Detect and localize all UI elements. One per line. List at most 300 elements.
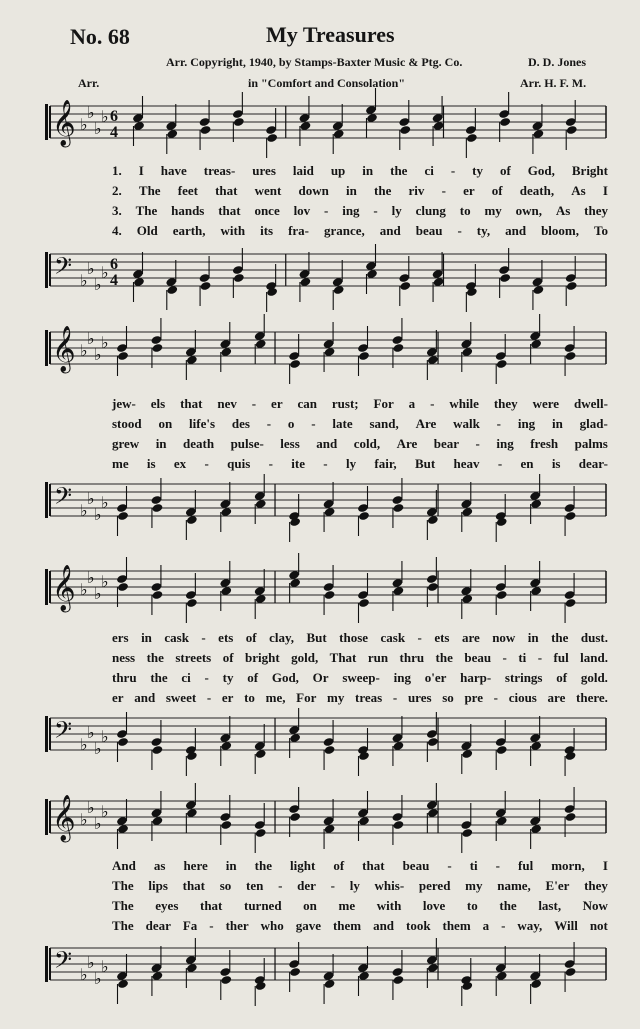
lyric-syllable: Are	[415, 416, 437, 431]
flat-sign-icon: ♭	[80, 810, 88, 829]
lyric-syllable: thru	[112, 670, 137, 685]
note-head	[461, 828, 473, 838]
note-head	[392, 975, 404, 985]
flat-sign-icon: ♭	[80, 341, 88, 360]
note-head	[117, 582, 129, 592]
lyric-syllable: gold,	[291, 650, 319, 665]
lyric-syllable: that	[215, 183, 238, 198]
flat-sign-icon: ♭	[87, 489, 95, 508]
lyric-syllable: so	[442, 690, 454, 705]
lyric-syllable: Will	[554, 918, 578, 933]
note-head	[220, 975, 232, 985]
lyric-syllable: -	[475, 436, 480, 451]
flat-sign-icon: ♭	[101, 107, 109, 126]
lyric-syllable: ing	[393, 670, 411, 685]
lyric-syllable: nev	[217, 396, 237, 411]
lyric-syllable: beau	[415, 223, 443, 238]
lyric-syllable: The	[112, 898, 134, 913]
lyric-syllable: the	[551, 630, 569, 645]
treble-clef-icon: 𝄞	[52, 565, 76, 611]
lyric-syllable: whis-	[374, 878, 405, 893]
lyric-syllable: there.	[576, 690, 608, 705]
lyric-syllable: Or	[312, 670, 329, 685]
time-signature-bottom: 4	[110, 124, 118, 141]
note-head	[399, 281, 411, 291]
lyric-syllable: bear	[433, 436, 460, 451]
lyric-syllable: who	[260, 918, 284, 933]
system-bracket	[45, 799, 48, 835]
system-bracket	[45, 252, 48, 288]
lyric-syllable: walk	[453, 416, 480, 431]
lyric-line	[112, 456, 608, 472]
lyric-syllable: fresh	[530, 436, 559, 451]
note-head	[324, 590, 336, 600]
flat-sign-icon: ♭	[94, 814, 102, 833]
lyric-syllable: 3.	[112, 203, 122, 218]
lyric-syllable: they	[584, 878, 608, 893]
lyric-syllable: treas-	[203, 163, 236, 178]
lyric-syllable: have	[160, 163, 187, 178]
lyric-syllable: -	[501, 918, 506, 933]
treble-clef-icon: 𝄞	[52, 795, 76, 841]
note-head	[496, 745, 508, 755]
lyric-syllable: ers	[112, 630, 129, 645]
lyric-syllable: that	[200, 898, 223, 913]
lyric-syllable: -	[201, 630, 206, 645]
lyric-syllable: me	[338, 898, 356, 913]
system-bracket	[45, 569, 48, 605]
lyric-syllable: As	[555, 203, 571, 218]
lyric-syllable: that	[362, 858, 385, 873]
lyric-syllable: ly	[349, 878, 360, 893]
lyric-syllable: land.	[580, 650, 608, 665]
lyric-syllable: my	[465, 878, 483, 893]
lyric-syllable: they	[584, 203, 608, 218]
note-head	[496, 359, 508, 369]
lyric-syllable: bloom,	[541, 223, 579, 238]
lyric-syllable: 4.	[112, 223, 122, 238]
note-head	[427, 737, 439, 747]
system-bracket	[45, 482, 48, 518]
note-head	[392, 820, 404, 830]
lyric-syllable: in	[155, 436, 167, 451]
flat-sign-icon: ♭	[101, 493, 109, 512]
lyric-syllable: beau	[464, 650, 492, 665]
lyric-syllable: once	[254, 203, 280, 218]
bass-clef-icon: 𝄢	[54, 716, 73, 749]
lyric-syllable: ets	[434, 630, 450, 645]
note-head	[565, 967, 577, 977]
note-head	[324, 745, 336, 755]
time-signature-top: 6	[110, 108, 118, 125]
lyric-syllable: of	[247, 670, 259, 685]
lyric-syllable: beau	[402, 858, 430, 873]
lyric-syllable: went	[254, 183, 282, 198]
note-head	[565, 511, 577, 521]
lyric-syllable: To	[593, 223, 608, 238]
lyric-syllable: ci	[181, 670, 191, 685]
lyric-syllable: treas	[355, 690, 383, 705]
time-signature-bottom: 4	[110, 272, 118, 289]
system-bracket	[45, 330, 48, 366]
lyric-syllable: life's	[189, 416, 216, 431]
lyric-syllable: cask	[380, 630, 406, 645]
lyric-syllable: that	[218, 203, 241, 218]
lyric-syllable: But	[414, 456, 436, 471]
lyric-syllable: pre	[464, 690, 483, 705]
lyric-syllable: of	[333, 858, 345, 873]
note-head	[427, 582, 439, 592]
lyric-syllable: For	[373, 396, 394, 411]
lyric-syllable: grew	[112, 436, 140, 451]
lyric-syllable: turned	[244, 898, 282, 913]
lyric-syllable: lips	[148, 878, 168, 893]
flat-sign-icon: ♭	[87, 329, 95, 348]
note-head	[220, 820, 232, 830]
note-head	[151, 343, 163, 353]
lyric-syllable: -	[493, 690, 499, 705]
flat-sign-icon: ♭	[87, 103, 95, 122]
lyric-line	[112, 630, 608, 646]
flat-sign-icon: ♭	[87, 568, 95, 587]
lyric-syllable: -	[430, 396, 435, 411]
lyric-syllable: ite	[291, 456, 305, 471]
lyric-syllable: name,	[497, 878, 531, 893]
note-head	[200, 281, 212, 291]
bass-clef-icon: 𝄢	[54, 482, 73, 515]
flat-sign-icon: ♭	[101, 727, 109, 746]
lyric-syllable: in	[527, 630, 539, 645]
bass-staff	[0, 942, 640, 1002]
lyric-syllable: riv	[408, 183, 425, 198]
flat-sign-icon: ♭	[80, 965, 88, 984]
lyric-syllable: Old	[136, 223, 158, 238]
note-head	[186, 598, 198, 608]
lyric-syllable: -	[268, 456, 273, 471]
treble-staff	[0, 795, 640, 855]
note-head	[200, 125, 212, 135]
note-head	[496, 590, 508, 600]
flat-sign-icon: ♭	[80, 271, 88, 290]
lyric-syllable: run	[367, 650, 389, 665]
lyric-syllable: -	[441, 183, 446, 198]
lyric-syllable: they	[493, 396, 518, 411]
lyric-syllable: en	[520, 456, 534, 471]
lyric-syllable: ty,	[476, 223, 491, 238]
lyric-syllable: -	[373, 203, 378, 218]
lyric-syllable: me	[112, 456, 129, 471]
lyric-syllable: with	[220, 223, 246, 238]
treble-staff	[0, 565, 640, 625]
lyric-syllable: -	[323, 456, 328, 471]
lyric-syllable: lov	[293, 203, 311, 218]
lyric-syllable: -	[450, 163, 456, 178]
lyric-syllable: love	[422, 898, 446, 913]
lyric-syllable: were	[532, 396, 560, 411]
lyric-syllable: the	[499, 898, 517, 913]
lyric-syllable: God,	[527, 163, 555, 178]
lyric-syllable: to	[466, 898, 478, 913]
lyric-line	[112, 918, 608, 934]
lyric-syllable: a	[408, 396, 416, 411]
flat-sign-icon: ♭	[101, 572, 109, 591]
lyric-syllable: of	[245, 630, 257, 645]
lyric-syllable: last,	[538, 898, 562, 913]
lyric-syllable: death	[183, 436, 215, 451]
lyric-syllable: -	[497, 456, 503, 471]
lyric-syllable: them	[442, 918, 471, 933]
note-head	[565, 812, 577, 822]
lyric-syllable: those	[339, 630, 369, 645]
flat-sign-icon: ♭	[80, 580, 88, 599]
lyric-syllable: the	[254, 858, 272, 873]
lyric-syllable: on	[158, 416, 173, 431]
note-head	[392, 503, 404, 513]
lyric-line	[112, 416, 608, 432]
lyric-syllable: glad-	[579, 416, 608, 431]
note-head	[358, 511, 370, 521]
arranger-credit: Arr. H. F. M.	[520, 76, 587, 90]
lyric-syllable: dust.	[580, 630, 608, 645]
lyric-syllable: God,	[271, 670, 299, 685]
lyric-syllable: stood	[112, 416, 142, 431]
flat-sign-icon: ♭	[94, 119, 102, 138]
lyric-syllable: cold,	[353, 436, 381, 451]
lyric-syllable: of	[491, 183, 503, 198]
lyric-syllable: while	[449, 396, 479, 411]
lyric-syllable: -	[330, 878, 335, 893]
note-head	[566, 281, 578, 291]
note-head	[499, 117, 511, 127]
lyric-syllable: ing	[517, 416, 536, 431]
copyright-notice: Arr. Copyright, 1940, by Stamps-Baxter Music & Ptg. Co.	[166, 55, 463, 69]
lyric-syllable: dear-	[578, 456, 608, 471]
lyric-syllable: That	[329, 650, 357, 665]
note-head	[466, 133, 478, 143]
flat-sign-icon: ♭	[80, 501, 88, 520]
lyric-line	[112, 898, 608, 914]
lyric-syllable: els	[150, 396, 166, 411]
flat-sign-icon: ♭	[80, 115, 88, 134]
lyric-syllable: heav	[453, 456, 480, 471]
lyric-syllable: that	[182, 878, 206, 893]
lyric-syllable: and	[316, 436, 338, 451]
lyric-syllable: and	[134, 690, 156, 705]
system-bracket	[45, 946, 48, 982]
lyric-syllable: ful	[553, 650, 569, 665]
lyric-line	[112, 396, 608, 412]
lyric-syllable: so	[219, 878, 232, 893]
lyric-syllable: The	[135, 203, 158, 218]
note-head	[151, 590, 163, 600]
lyric-syllable: in	[346, 183, 357, 198]
lyric-syllable: ets	[218, 630, 234, 645]
lyric-syllable: -	[311, 416, 316, 431]
note-head	[151, 745, 163, 755]
lyric-syllable: rust;	[331, 396, 359, 411]
flat-sign-icon: ♭	[101, 263, 109, 282]
lyric-syllable: gave	[295, 918, 321, 933]
lyric-syllable: them	[332, 918, 362, 933]
lyric-syllable: -	[206, 690, 212, 705]
lyric-syllable: ures	[252, 163, 276, 178]
lyric-syllable: not	[589, 918, 608, 933]
note-head	[499, 273, 511, 283]
lyric-syllable: ing	[496, 436, 514, 451]
lyric-syllable: fair,	[374, 456, 397, 471]
note-head	[289, 812, 301, 822]
lyric-syllable: I	[138, 163, 144, 178]
time-signature-top: 6	[110, 256, 118, 273]
lyric-syllable: are	[547, 690, 566, 705]
system-bracket	[45, 104, 48, 140]
lyric-syllable: The	[138, 183, 161, 198]
lyric-syllable: earth,	[172, 223, 206, 238]
lyric-syllable: -	[537, 650, 543, 665]
lyric-syllable: sweet	[165, 690, 197, 705]
lyric-syllable: in	[141, 630, 152, 645]
lyric-syllable: to	[459, 203, 471, 218]
lyric-syllable: -	[457, 223, 462, 238]
treble-clef-icon: 𝄞	[52, 100, 76, 146]
lyric-syllable: gold.	[580, 670, 608, 685]
lyric-syllable: o'er	[424, 670, 447, 685]
lyric-syllable: cious	[508, 690, 537, 705]
lyric-line	[112, 878, 608, 894]
lyric-line	[112, 203, 608, 219]
note-head	[565, 598, 577, 608]
lyric-syllable: is	[146, 456, 156, 471]
lyric-syllable: my	[484, 203, 502, 218]
source-credit: in "Comfort and Consolation"	[248, 76, 406, 90]
lyric-syllable: took	[405, 918, 431, 933]
treble-clef-icon: 𝄞	[52, 326, 76, 372]
note-head	[117, 511, 129, 521]
lyric-syllable: with	[376, 898, 402, 913]
lyric-syllable: ty	[222, 670, 234, 685]
lyric-syllable: ti	[518, 650, 527, 665]
flat-sign-icon: ♭	[94, 275, 102, 294]
lyric-syllable: ness	[112, 650, 136, 665]
lyric-line	[112, 858, 608, 874]
lyric-syllable: ther	[225, 918, 249, 933]
bass-clef-icon: 𝄢	[54, 946, 73, 979]
lyric-syllable: Are	[396, 436, 418, 451]
lyric-syllable: streets	[175, 650, 212, 665]
lyric-syllable: to	[244, 690, 255, 705]
lyric-syllable: dwell-	[573, 396, 608, 411]
lyric-syllable: ci	[424, 163, 434, 178]
lyric-syllable: in	[362, 163, 374, 178]
lyric-syllable: 2.	[112, 183, 122, 198]
lyric-syllable: -	[502, 650, 507, 665]
lyric-syllable: its	[260, 223, 274, 238]
lyric-syllable: palms	[574, 436, 608, 451]
lyric-syllable: harp-	[460, 670, 492, 685]
arrangement-label: Arr.	[78, 76, 100, 90]
lyric-line	[112, 163, 608, 179]
lyric-syllable: grance,	[323, 223, 365, 238]
lyric-syllable: ly	[345, 456, 357, 471]
lyric-syllable: -	[324, 203, 329, 218]
bass-clef-icon: 𝄢	[54, 252, 73, 285]
lyric-syllable: morn,	[551, 858, 585, 873]
flat-sign-icon: ♭	[87, 723, 95, 742]
lyric-syllable: own,	[515, 203, 542, 218]
lyric-syllable: strings	[504, 670, 543, 685]
lyric-syllable: pulse-	[230, 436, 264, 451]
note-head	[358, 598, 370, 608]
lyric-syllable: of	[556, 670, 568, 685]
lyric-syllable: clay,	[269, 630, 295, 645]
author-credit: D. D. Jones	[528, 55, 587, 69]
lyric-syllable: ly	[391, 203, 402, 218]
flat-sign-icon: ♭	[87, 953, 95, 972]
note-head	[399, 125, 411, 135]
lyric-syllable: ex	[173, 456, 187, 471]
lyric-syllable: 1.	[112, 163, 122, 178]
lyric-syllable: clung	[415, 203, 446, 218]
lyric-syllable: of	[499, 163, 511, 178]
lyric-syllable: the	[146, 650, 164, 665]
lyric-line	[112, 690, 608, 706]
note-head	[358, 351, 370, 361]
lyric-syllable: des	[231, 416, 250, 431]
lyric-line	[112, 670, 608, 686]
lyric-syllable: is	[551, 456, 561, 471]
lyric-syllable: death,	[519, 183, 555, 198]
flat-sign-icon: ♭	[87, 259, 95, 278]
lyric-syllable: ten	[246, 878, 264, 893]
hymn-title: My Treasures	[266, 22, 395, 47]
lyric-syllable: here	[183, 858, 208, 873]
lyric-line	[112, 436, 608, 452]
lyric-syllable: ures	[407, 690, 432, 705]
lyric-syllable: Fa	[182, 918, 198, 933]
note-head	[151, 503, 163, 513]
lyric-syllable: light	[290, 858, 316, 873]
lyric-syllable: er	[463, 183, 475, 198]
lyric-syllable: now	[492, 630, 516, 645]
lyric-syllable: in	[225, 858, 237, 873]
note-head	[392, 343, 404, 353]
lyric-syllable: cask	[164, 630, 189, 645]
lyric-syllable: -	[204, 456, 209, 471]
lyric-syllable: the	[374, 183, 392, 198]
lyric-syllable: der	[297, 878, 316, 893]
lyric-syllable: the	[390, 163, 408, 178]
lyric-syllable: down	[298, 183, 329, 198]
lyric-syllable: feet	[177, 183, 198, 198]
lyric-syllable: -	[204, 670, 209, 685]
lyric-syllable: ty	[472, 163, 483, 178]
lyric-syllable: -	[496, 416, 501, 431]
hymn-number: No. 68	[70, 24, 130, 49]
lyric-syllable: the	[150, 670, 168, 685]
lyric-line	[112, 183, 608, 199]
lyric-syllable: E'er	[545, 878, 570, 893]
flat-sign-icon: ♭	[94, 969, 102, 988]
flat-sign-icon: ♭	[94, 584, 102, 603]
flat-sign-icon: ♭	[101, 802, 109, 821]
lyric-syllable: -	[209, 918, 214, 933]
note-head	[117, 737, 129, 747]
note-head	[565, 351, 577, 361]
lyric-syllable: As	[571, 183, 586, 198]
lyric-syllable: and	[505, 223, 527, 238]
lyric-syllable: ful	[518, 858, 534, 873]
lyric-syllable: The	[112, 878, 134, 893]
